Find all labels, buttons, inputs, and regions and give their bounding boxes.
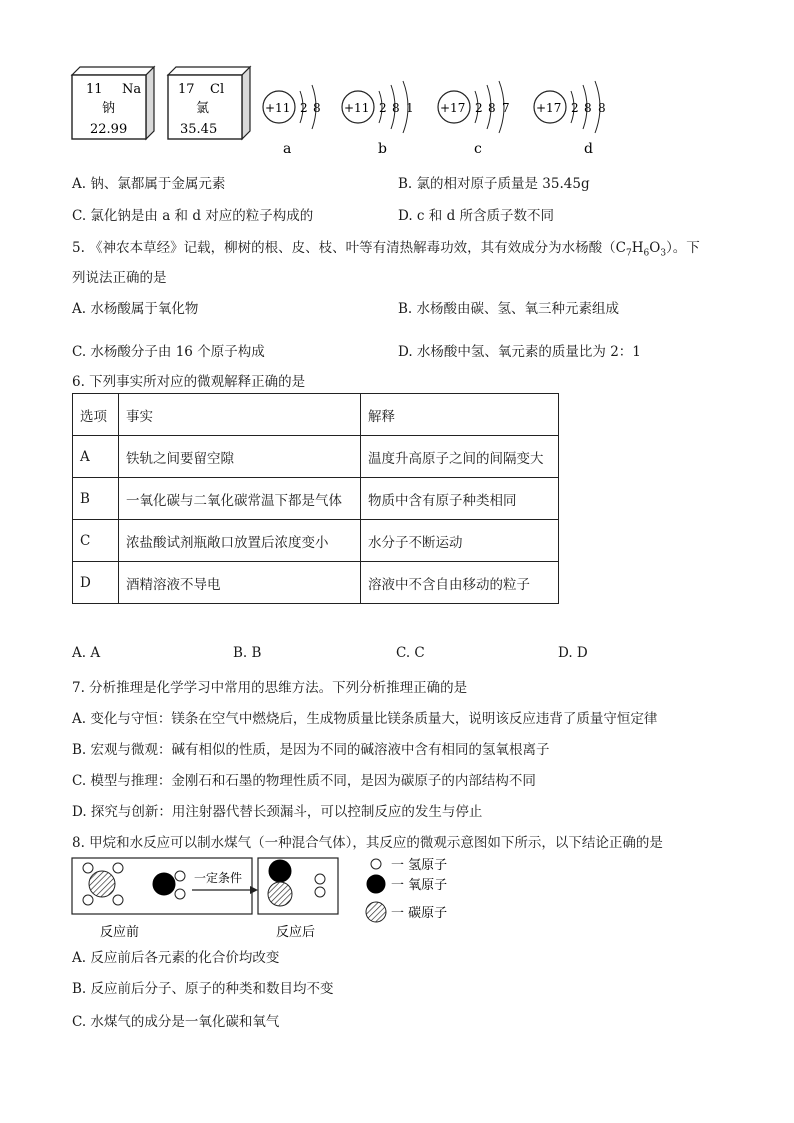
q7-option-d[interactable]: D. 探究与创新：用注射器代替长颈漏斗，可以控制反应的发生与停止 <box>72 804 483 820</box>
atom-c-shell-2: 8 <box>488 101 496 115</box>
atom-a-shell-1: 2 <box>300 101 308 115</box>
table-cell: D <box>73 562 119 604</box>
legend-hydrogen: 一 氢原子 <box>391 858 448 873</box>
legend-oxygen: 一 氧原子 <box>391 878 448 893</box>
q5-stem-line2: 列说法正确的是 <box>72 270 167 286</box>
atom-b-nucleus: +11 <box>344 101 370 115</box>
table-cell: 铁轨之间要留空隙 <box>119 436 361 478</box>
table-cell: 水分子不断运动 <box>361 520 559 562</box>
atom-a-nucleus: +11 <box>265 101 291 115</box>
atom-b-shell-2: 8 <box>392 101 400 115</box>
atom-d-nucleus: +17 <box>536 101 562 115</box>
q6-stem: 6. 下列事实所对应的微观解释正确的是 <box>72 374 306 390</box>
q7-option-c[interactable]: C. 模型与推理：金刚石和石墨的物理性质不同，是因为碳原子的内部结构不同 <box>72 773 536 789</box>
legend-carbon: 一 碳原子 <box>391 906 448 921</box>
q6-answer-d[interactable]: D. D <box>558 645 588 661</box>
before-label: 反应前 <box>100 925 140 940</box>
element-figure <box>60 55 620 160</box>
atom-c-nucleus: +17 <box>440 101 466 115</box>
arrow-condition-label: 一定条件 <box>194 871 243 885</box>
table-row <box>73 436 559 478</box>
card-cl-mass: 35.45 <box>180 122 218 137</box>
q5-option-c[interactable]: C. 水杨酸分子由 16 个原子构成 <box>72 344 265 360</box>
table-cell: 溶液中不含自由移动的粒子 <box>361 562 559 604</box>
table-row <box>73 478 559 520</box>
table-cell: C <box>73 520 119 562</box>
q4-option-b[interactable]: B. 氯的相对原子质量是 35.45g <box>398 176 590 192</box>
q5-option-a[interactable]: A. 水杨酸属于氧化物 <box>72 301 199 317</box>
q6-table <box>72 393 559 604</box>
atom-diagram-c <box>438 81 510 157</box>
card-cl-symbol: Cl <box>210 82 225 97</box>
atom-diagram-b <box>342 81 414 157</box>
q6-answer-a[interactable]: A. A <box>72 645 101 661</box>
q6-answer-b[interactable]: B. B <box>233 645 262 661</box>
table-cell: 浓盐酸试剂瓶敞口放置后浓度变小 <box>119 520 361 562</box>
atom-d-shell-3: 8 <box>598 101 606 115</box>
card-cl-number: 17 <box>178 82 195 97</box>
table-cell: B <box>73 478 119 520</box>
element-card-na <box>72 67 154 139</box>
q7-option-b[interactable]: B. 宏观与微观：碱有相似的性质，是因为不同的碱溶液中含有相同的氢氧根离子 <box>72 742 550 758</box>
card-na-mass: 22.99 <box>90 122 128 137</box>
atom-diagram-a <box>263 85 321 157</box>
q8-stem: 8. 甲烷和水反应可以制水煤气（一种混合气体），其反应的微观示意图如下所示，以下结论正确的是 <box>72 835 663 851</box>
atom-c-shell-3: 7 <box>502 101 510 115</box>
card-na-name: 钠 <box>102 101 116 116</box>
q8-option-b[interactable]: B. 反应前后分子、原子的种类和数目均不变 <box>72 981 334 997</box>
atom-d-shell-2: 8 <box>584 101 592 115</box>
q5-option-d[interactable]: D. 水杨酸中氢、氧元素的质量比为 2：1 <box>398 344 641 360</box>
atom-a-shell-2: 8 <box>313 101 321 115</box>
atom-b-label: b <box>378 141 387 157</box>
table-cell: 物质中含有原子种类相同 <box>361 478 559 520</box>
q7-stem: 7. 分析推理是化学学习中常用的思维方法。下列分析推理正确的是 <box>72 680 468 696</box>
atom-diagram-d <box>534 81 606 157</box>
atom-d-label: d <box>584 141 593 157</box>
table-header-fact: 事实 <box>119 394 361 436</box>
atom-b-shell-1: 2 <box>379 101 387 115</box>
q7-option-a[interactable]: A. 变化与守恒：镁条在空气中燃烧后，生成物质量比镁条质量大，说明该反应违背了质量守恒定律 <box>72 711 658 727</box>
after-label: 反应后 <box>276 925 316 940</box>
reaction-diagram <box>66 852 486 944</box>
q8-option-c[interactable]: C. 水煤气的成分是一氧化碳和氧气 <box>72 1014 280 1030</box>
element-card-cl <box>168 67 250 139</box>
table-header-row <box>73 394 559 436</box>
card-na-number: 11 <box>86 82 103 97</box>
atom-b-shell-3: 1 <box>406 101 414 115</box>
card-cl-name: 氯 <box>196 101 210 116</box>
table-row <box>73 562 559 604</box>
table-cell: 一氧化碳与二氧化碳常温下都是气体 <box>119 478 361 520</box>
table-header-explanation: 解释 <box>361 394 559 436</box>
q4-option-a[interactable]: A. 钠、氯都属于金属元素 <box>72 176 226 192</box>
legend <box>366 858 447 922</box>
q4-option-d[interactable]: D. c 和 d 所含质子数不同 <box>398 208 555 224</box>
table-cell: 温度升高原子之间的间隔变大 <box>361 436 559 478</box>
table-row <box>73 520 559 562</box>
table-header-option: 选项 <box>73 394 119 436</box>
q5-stem-line1: 5. 《神农本草经》记载，柳树的根、皮、枝、叶等有清热解毒功效，其有效成分为水杨酸$(C_7H_6O_3)$。下 <box>72 240 700 259</box>
q5-option-b[interactable]: B. 水杨酸由碳、氢、氧三种元素组成 <box>398 301 620 317</box>
q4-option-c[interactable]: C. 氯化钠是由 a 和 d 对应的粒子构成的 <box>72 208 314 224</box>
atom-c-label: c <box>474 141 482 157</box>
table-cell: A <box>73 436 119 478</box>
table-cell: 酒精溶液不导电 <box>119 562 361 604</box>
atom-a-label: a <box>283 141 292 157</box>
q6-answer-c[interactable]: C. C <box>396 645 425 661</box>
atom-d-shell-1: 2 <box>571 101 579 115</box>
card-na-symbol: Na <box>122 82 142 97</box>
atom-c-shell-1: 2 <box>475 101 483 115</box>
q8-option-a[interactable]: A. 反应前后各元素的化合价均改变 <box>72 950 280 966</box>
